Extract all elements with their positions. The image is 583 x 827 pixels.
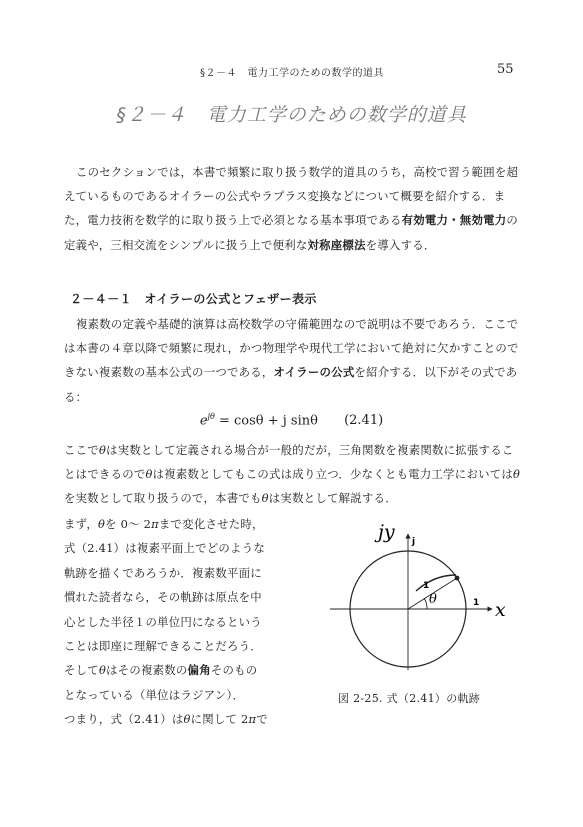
lc-text: はその複素数の <box>106 663 188 678</box>
pi-symbol: π <box>151 517 159 531</box>
para2-text-1: 複素数の定義や基礎的演算は高校数学の守備範囲なので説明は不要であろう．ここでは本書の４章以降で頻繁に現れ，かつ物理学や現代工学において絶対に欠かすことのできない複素数の基本公式の一つである， <box>64 317 519 380</box>
lc-line-8: となっている（単位はラジアン）． <box>64 687 245 702</box>
lc-text: に関して 2 <box>190 712 249 727</box>
x-axis-label: x <box>495 599 506 621</box>
lc-text: まで変化させた時， <box>158 517 264 531</box>
para3-text-5: は実数として解説する． <box>268 491 397 506</box>
intro-text-1: このセクションでは，本書で頻繁に取り扱う数学的道具のうち，高校で習う範囲を超えているものであるオイラーの公式やラプラス変換などについて概要を紹介する．また，電力技術を数学的に取り扱う上で必須となる基本事項である <box>64 165 519 228</box>
intro-bold-symmetrical-components: 対称座標法 <box>307 237 366 252</box>
theta-symbol: θ <box>513 467 521 482</box>
unit-circle-figure <box>330 520 520 680</box>
lc-line-2: 式（2.41）は複素平面上でどのような <box>64 541 265 556</box>
theta-symbol: θ <box>98 517 106 531</box>
lc-text: まず， <box>64 517 99 531</box>
lc-text: そして <box>64 663 99 678</box>
para3-text-1: ここで <box>64 443 99 457</box>
theta-symbol: θ <box>98 443 107 457</box>
lc-line-5: 心とした半径１の単位円になるという <box>64 614 262 629</box>
intro-text-3: を導入する． <box>365 237 436 252</box>
lc-line-6: ことは即座に理解できることだろう． <box>64 639 262 654</box>
left-column-text <box>64 512 290 732</box>
lc-text: そのもの <box>210 663 258 678</box>
intro-paragraph <box>64 160 522 257</box>
page-number: 55 <box>497 62 514 77</box>
intro-text-2: の定義や，三相交流をシンプルに扱う上で便利な <box>64 213 519 252</box>
lc-line-3: 軌跡を描くであろうか．複素数平面に <box>64 565 262 580</box>
theta-symbol: θ <box>261 491 269 506</box>
pi-symbol: π <box>248 712 257 727</box>
para3-text-3: は複素数としてもこの式は成り立つ．少なくとも電力工学においては <box>152 467 514 482</box>
equation-number: (2.41) <box>344 413 384 429</box>
lc-text: で <box>256 712 268 727</box>
theta-symbol: θ <box>98 663 107 678</box>
theta-symbol: θ <box>145 467 153 482</box>
lc-text: つまり，式（2.41）は <box>64 712 184 727</box>
equation-base: e <box>199 413 208 429</box>
lc-line-4: 慣れた読者なら，その軌跡は原点を中 <box>64 590 262 605</box>
lc-bold-argument: 偏角 <box>187 663 211 678</box>
para2-text-2: を紹介する．以下がその式である： <box>64 365 518 404</box>
theta-label: θ <box>429 592 437 607</box>
running-header: §２－４ 電力工学のための数学的道具 <box>200 68 384 79</box>
equation-exponent: jθ <box>207 412 215 421</box>
radius-one-label: 1 <box>423 581 430 591</box>
j-label: j <box>412 537 416 547</box>
lc-text: を 0～ 2 <box>105 517 152 531</box>
para2-bold-euler-formula: オイラーの公式 <box>273 365 355 380</box>
chapter-title: §２－４ 電力工学のための数学的道具 <box>116 104 467 126</box>
intro-bold-active-reactive-power: 有効電力・無効電力 <box>401 213 507 228</box>
equation-rhs: = cosθ + j sinθ <box>218 413 318 429</box>
angle-arc <box>424 598 427 609</box>
point-on-circle <box>455 576 460 581</box>
y-axis-label: jy <box>378 521 395 543</box>
section-heading: ２－４－１ オイラーの公式とフェザー表示 <box>70 292 317 306</box>
radius-arc <box>416 575 456 591</box>
theta-explanation-paragraph <box>64 438 522 511</box>
para3-text-2: は実数として定義される場合が一般的だが，三角関数を複素関数に拡張することはできるので <box>64 443 514 482</box>
euler-intro-paragraph <box>64 312 522 409</box>
para3-text-4: を実数として取り扱うので，本書でも <box>64 491 262 506</box>
theta-symbol: θ <box>183 712 191 727</box>
figure-caption: 図 2-25. 式（2.41）の軌跡 <box>338 692 481 705</box>
euler-equation <box>0 412 583 428</box>
x-one-label: 1 <box>473 598 480 608</box>
